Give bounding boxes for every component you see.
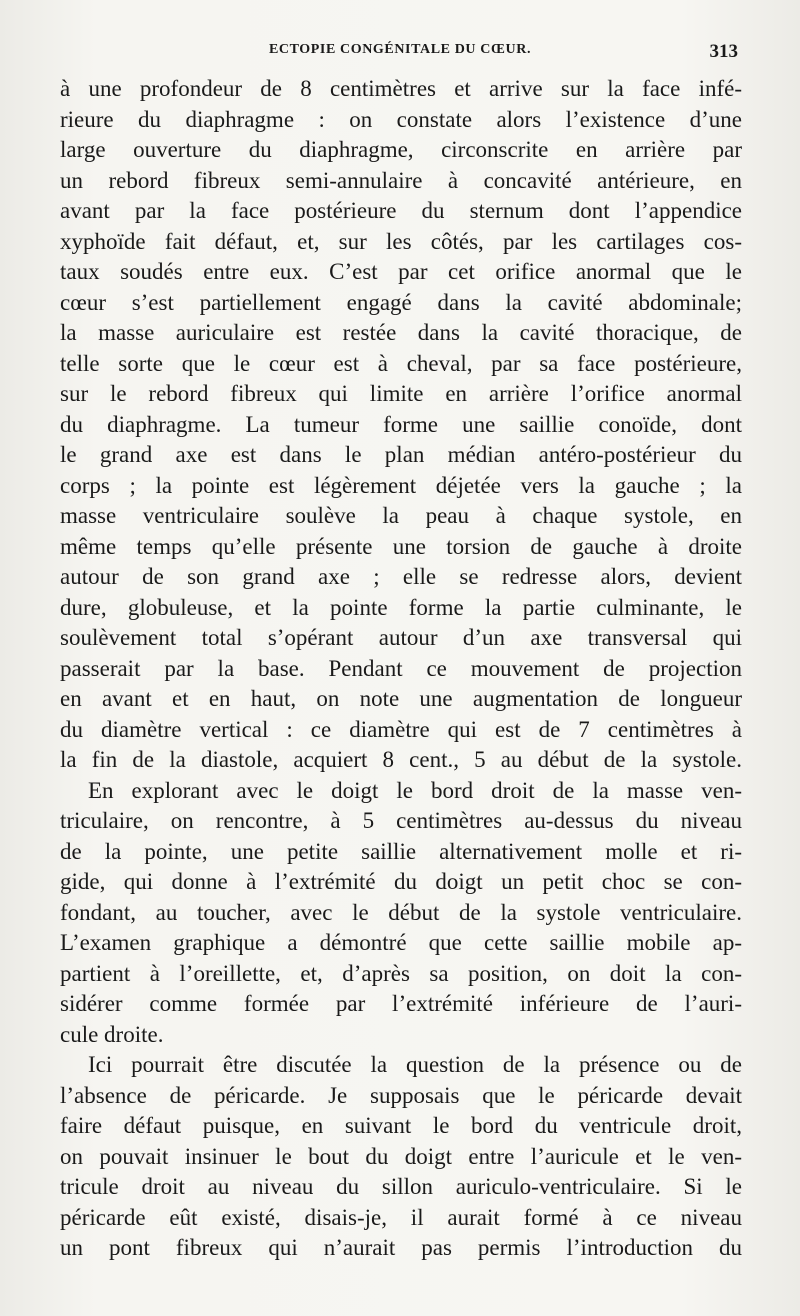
text-line: à une profondeur de 8 centimètres et arrive sur la face infé- xyxy=(60,76,742,101)
text-line: Ici pourrait être discutée la question de la présence ou de xyxy=(88,1052,742,1077)
text-line: l’absence de péricarde. Je supposais que le péricarde devait xyxy=(60,1082,742,1108)
paragraph-2 xyxy=(60,776,742,1051)
text-line: autour de son grand axe ; elle se redresse alors, devient xyxy=(60,564,742,589)
text-line: soulèvement total s’opérant autour d’un axe transversal qui xyxy=(60,625,742,650)
text-line: du diaphragme. La tumeur forme une saillie conoïde, dont xyxy=(60,411,742,437)
text-line: taux soudés entre eux. C’est par cet orifice anormal que le xyxy=(60,259,742,284)
text-line: triculaire, on rencontre, à 5 centimètres au-dessus du niveau xyxy=(60,808,742,833)
text-line: cule droite. xyxy=(60,1021,164,1047)
text-line: sidérer comme formée par l’extrémité inférieure de l’auri- xyxy=(60,991,742,1016)
text-line: corps ; la pointe est légèrement déjetée vers la gauche ; la xyxy=(60,472,742,498)
text-line: large ouverture du diaphragme, circonscrite en arrière par xyxy=(60,137,742,162)
text-line: telle sorte que le cœur est à cheval, par sa face postérieure, xyxy=(60,350,742,376)
text-line: faire défaut puisque, en suivant le bord du ventricule droit, xyxy=(60,1113,742,1138)
text-line: rieure du diaphragme : on constate alors l’existence d’une xyxy=(60,106,742,132)
text-line: xyphoïde fait défaut, et, sur les côtés, par les cartilages cos- xyxy=(60,228,742,254)
text-line: le grand axe est dans le plan médian antéro-postérieur du xyxy=(60,442,742,467)
page-number: 313 xyxy=(709,41,738,62)
body-text xyxy=(60,74,742,1264)
text-line: même temps qu’elle présente une torsion de gauche à droite xyxy=(60,533,742,559)
paragraph-3 xyxy=(60,1050,742,1264)
text-line: passerait par la base. Pendant ce mouvement de projection xyxy=(60,655,742,681)
text-line: dure, globuleuse, et la pointe forme la partie culminante, le xyxy=(60,594,742,620)
text-line: partient à l’oreillette, et, d’après sa position, on doit la con- xyxy=(60,960,742,986)
text-line: la masse auriculaire est restée dans la cavité thoracique, de xyxy=(60,320,742,345)
text-line: péricarde eût existé, disais-je, il aurait formé à ce niveau xyxy=(60,1204,742,1230)
text-line: du diamètre vertical : ce diamètre qui est de 7 centimètres à xyxy=(60,716,742,742)
text-line: fondant, au toucher, avec le début de la systole ventriculaire. xyxy=(60,899,742,925)
text-line: tricule droit au niveau du sillon auriculo-ventriculaire. Si le xyxy=(60,1174,742,1199)
text-line: En explorant avec le doigt le bord droit de la masse ven- xyxy=(88,777,742,803)
text-line: L’examen graphique a démontré que cette saillie mobile ap- xyxy=(60,930,742,955)
running-title: ECTOPIE CONGÉNITALE DU CŒUR. xyxy=(268,42,532,57)
text-line: de la pointe, une petite saillie alternativement molle et ri- xyxy=(60,838,742,864)
text-line: gide, qui donne à l’extrémité du doigt un petit choc se con- xyxy=(60,869,742,894)
text-line: cœur s’est partiellement engagé dans la cavité abdominale; xyxy=(60,289,742,315)
text-line: masse ventriculaire soulève la peau à chaque systole, en xyxy=(60,503,742,528)
page-header xyxy=(0,42,800,64)
text-line: sur le rebord fibreux qui limite en arrière l’orifice anormal xyxy=(60,381,742,406)
text-line: un pont fibreux qui n’aurait pas permis l’introduction du xyxy=(60,1235,742,1260)
paragraph-1 xyxy=(60,74,742,776)
text-line: avant par la face postérieure du sternum dont l’appendice xyxy=(60,198,742,223)
text-line: la fin de la diastole, acquiert 8 cent., 5 au début de la systole. xyxy=(60,747,742,772)
text-line: en avant et en haut, on note une augmentation de longueur xyxy=(60,686,742,711)
text-line: un rebord fibreux semi-annulaire à concavité antérieure, en xyxy=(60,167,742,193)
text-line: on pouvait insinuer le bout du doigt entre l’auricule et le ven- xyxy=(60,1143,742,1169)
